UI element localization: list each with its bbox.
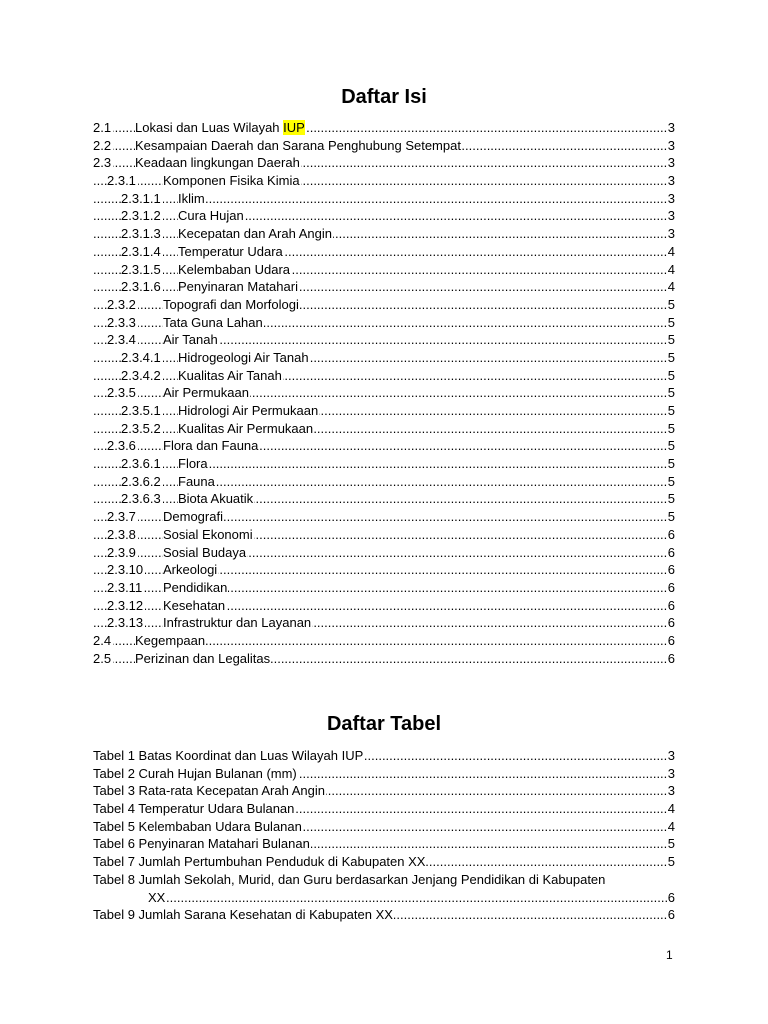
toc-entry-page: 5	[667, 385, 675, 401]
table-list-entry[interactable]	[93, 853, 675, 871]
toc-entry-label: Iklim	[178, 190, 205, 206]
toc-entry-number: 2.3.9	[107, 544, 136, 560]
table-list-entry-label: Tabel 5 Kelembaban Udara Bulanan	[93, 818, 302, 834]
toc-entry-label: Keadaan lingkungan Daerah	[135, 155, 300, 171]
table-list-entry-label: Tabel 7 Jumlah Pertumbuhan Penduduk di Kabupaten XX	[93, 854, 426, 870]
toc-entry-label: Demografi	[163, 509, 223, 525]
toc-entry-label: Fauna	[178, 473, 215, 489]
toc-entry[interactable]	[93, 154, 675, 172]
toc-entry-page: 5	[667, 509, 675, 525]
toc-entry[interactable]	[93, 437, 675, 455]
toc-entry-page: 4	[667, 261, 675, 277]
toc-entry-label: Sosial Ekonomi	[163, 526, 253, 542]
table-list-entry[interactable]	[93, 906, 675, 924]
toc-entry-page: 5	[667, 349, 675, 365]
toc-entry[interactable]	[93, 597, 675, 615]
table-list-entry[interactable]	[93, 871, 675, 906]
toc-entry[interactable]	[93, 508, 675, 526]
toc-entry[interactable]	[93, 526, 675, 544]
toc-entry[interactable]	[93, 650, 675, 668]
toc-entry-page: 4	[667, 279, 675, 295]
toc-entry-page: 5	[667, 296, 675, 312]
toc-entry[interactable]	[93, 314, 675, 332]
toc-list	[93, 119, 675, 667]
toc-entry-label: Flora dan Fauna	[163, 438, 259, 454]
toc-entry-label: Biota Akuatik	[178, 491, 254, 507]
toc-entry-number: 2.3.4.2	[121, 367, 161, 383]
toc-entry-number: 2.3.5.2	[121, 420, 161, 436]
table-list-entry-page: 6	[667, 889, 675, 905]
toc-entry-label: Kecepatan dan Arah Angin	[178, 226, 332, 242]
toc-entry-number: 2.3.6.3	[121, 491, 161, 507]
table-list-entry-page: 4	[667, 801, 675, 817]
toc-entry-label: Hidrogeologi Air Tanah	[178, 349, 309, 365]
toc-entry-page: 3	[667, 120, 675, 135]
toc-entry[interactable]	[93, 384, 675, 402]
table-list-entry-label: Tabel 6 Penyinaran Matahari Bulanan	[93, 836, 310, 852]
table-list-entry-label: Tabel 4 Temperatur Udara Bulanan	[93, 801, 295, 817]
toc-entry-label: Lokasi dan Luas Wilayah IUP	[135, 120, 305, 135]
toc-entry-page: 6	[667, 526, 675, 542]
table-list-entry[interactable]	[93, 782, 675, 800]
toc-entry-page: 5	[667, 491, 675, 507]
table-list-entry[interactable]	[93, 747, 675, 765]
toc-entry[interactable]	[93, 349, 675, 367]
toc-entry[interactable]	[93, 261, 675, 279]
toc-entry-label: Air Permukaan	[163, 385, 249, 401]
toc-entry-label: Topografi dan Morfologi	[163, 296, 299, 312]
toc-entry-number: 2.2	[93, 137, 112, 153]
toc-entry[interactable]	[93, 137, 675, 155]
table-list-entry-label: Tabel 8 Jumlah Sekolah, Murid, dan Guru berdasarkan Jenjang Pendidikan di Kabupaten	[93, 871, 675, 889]
toc-entry[interactable]	[93, 614, 675, 632]
toc-entry-number: 2.3.5	[107, 385, 136, 401]
toc-entry-label: Sosial Budaya	[163, 544, 247, 560]
toc-entry-number: 2.5	[93, 650, 112, 666]
toc-entry-page: 6	[667, 579, 675, 595]
toc-entry-number: 2.3.6.2	[121, 473, 161, 489]
table-list-entry[interactable]	[93, 765, 675, 783]
toc-entry-number: 2.3.1.5	[121, 261, 161, 277]
toc-entry-page: 5	[667, 456, 675, 472]
toc-entry-number: 2.1	[93, 120, 112, 135]
table-list-entry-continuation: XX 6 .....	[148, 889, 675, 907]
toc-entry[interactable]	[93, 579, 675, 597]
toc-entry-page: 6	[667, 597, 675, 613]
table-list-entry-page: 6	[667, 907, 675, 923]
table-list	[93, 747, 675, 924]
toc-entry-page: 6	[667, 632, 675, 648]
table-list-entry-label: Tabel 1 Batas Koordinat dan Luas Wilayah IUP	[93, 748, 364, 763]
toc-entry-number: 2.3.8	[107, 526, 136, 542]
table-list-entry-page: 3	[667, 783, 675, 799]
table-list-title: Daftar Tabel	[326, 713, 442, 735]
toc-entry[interactable]	[93, 278, 675, 296]
table-list-entry-label: Tabel 9 Jumlah Sarana Kesehatan di Kabupaten XX	[93, 907, 393, 923]
toc-entry-label: Penyinaran Matahari	[178, 279, 298, 295]
toc-entry[interactable]	[93, 402, 675, 420]
toc-entry-number: 2.3.11	[107, 579, 143, 595]
toc-entry-page: 6	[667, 615, 675, 631]
toc-entry-page: 6	[667, 650, 675, 666]
toc-entry-page: 5	[667, 403, 675, 418]
toc-entry-number: 2.3.13	[107, 615, 144, 631]
toc-entry-number: 2.3.7	[107, 509, 136, 525]
toc-entry-label: Komponen Fisika Kimia	[163, 173, 300, 189]
toc-entry-number: 2.3.3	[107, 314, 136, 330]
toc-entry-page: 5	[667, 367, 675, 383]
toc-entry-label: Kualitas Air Tanah	[178, 367, 282, 383]
table-list-entry-label: Tabel 2 Curah Hujan Bulanan (mm)	[93, 765, 297, 781]
toc-entry-page: 5	[667, 473, 675, 489]
toc-entry-number: 2.4	[93, 632, 112, 648]
page-number: 1	[666, 948, 673, 962]
toc-entry-number: 2.3.4.1	[121, 349, 161, 365]
toc-entry-page: 6	[667, 562, 675, 578]
toc-entry[interactable]	[93, 296, 675, 314]
toc-entry-label: Arkeologi	[163, 562, 218, 578]
toc-entry-label: Infrastruktur dan Layanan	[163, 615, 312, 631]
toc-entry-label: Perizinan dan Legalitas	[135, 650, 271, 666]
toc-entry-label: Kualitas Air Permukaan	[178, 420, 314, 436]
table-list-entry-page: 3	[667, 748, 675, 763]
toc-entry[interactable]	[93, 331, 675, 349]
table-list-entry-page: 4	[667, 818, 675, 834]
toc-entry-number: 2.3.2	[107, 296, 136, 312]
toc-entry-page: 3	[667, 173, 675, 189]
toc-entry-number: 2.3.12	[107, 597, 144, 613]
toc-entry-page: 5	[667, 420, 675, 436]
toc-entry[interactable]	[93, 225, 675, 243]
toc-entry[interactable]	[93, 207, 675, 225]
toc-entry[interactable]	[93, 473, 675, 491]
toc-entry-label: Hidrologi Air Permukaan	[178, 403, 319, 418]
highlighted-text: IUP	[283, 120, 305, 135]
toc-entry[interactable]	[93, 190, 675, 208]
toc-entry-page: 5	[667, 438, 675, 454]
toc-entry-page: 5	[667, 332, 675, 348]
toc-entry-number: 2.3.4	[107, 332, 136, 348]
toc-entry-page: 4	[667, 243, 675, 259]
toc-entry[interactable]	[93, 490, 675, 508]
toc-title: Daftar Isi	[341, 86, 427, 108]
toc-entry-page: 3	[667, 208, 675, 224]
toc-entry-number: 2.3.1	[107, 173, 136, 189]
toc-entry-page: 3	[667, 226, 675, 242]
toc-entry-page: 5	[667, 314, 675, 330]
toc-entry[interactable]	[93, 172, 675, 190]
toc-entry[interactable]	[93, 455, 675, 473]
toc-entry-page: 3	[667, 190, 675, 206]
toc-entry-label: Kesehatan	[163, 597, 226, 613]
toc-entry-label: Air Tanah	[163, 332, 218, 348]
toc-entry[interactable]	[93, 420, 675, 438]
toc-entry[interactable]	[93, 243, 675, 261]
toc-entry-number: 2.3.6	[107, 438, 136, 454]
toc-entry-label: Kesampaian Daerah dan Sarana Penghubung Setempat	[135, 137, 461, 153]
toc-entry-number: 2.3.6.1	[121, 456, 161, 472]
toc-entry-number: 2.3.5.1	[121, 403, 161, 418]
table-list-entry-page: 3	[667, 765, 675, 781]
toc-entry-label: Tata Guna Lahan	[163, 314, 263, 330]
toc-entry-number: 2.3.1.2	[121, 208, 161, 224]
toc-entry-number: 2.3.1.6	[121, 279, 161, 295]
toc-entry-label: Pendidikan	[163, 579, 228, 595]
table-list-entry-label: Tabel 3 Rata-rata Kecepatan Arah Angin	[93, 783, 325, 799]
table-list-entry[interactable]	[93, 800, 675, 818]
table-list-entry[interactable]	[93, 818, 675, 836]
toc-entry-number: 2.3	[93, 155, 112, 171]
toc-entry-page: 6	[667, 544, 675, 560]
toc-entry-label: Kegempaan	[135, 632, 206, 648]
toc-entry-label: Cura Hujan	[178, 208, 244, 224]
toc-entry[interactable]	[93, 367, 675, 385]
toc-entry-label: Temperatur Udara	[178, 243, 283, 259]
table-list-entry[interactable]	[93, 835, 675, 853]
toc-entry[interactable]	[93, 561, 675, 579]
toc-entry-number: 2.3.1.1	[121, 190, 161, 206]
toc-entry-number: 2.3.10	[107, 562, 144, 578]
toc-entry-label: Flora	[178, 456, 208, 472]
toc-entry-page: 3	[667, 155, 675, 171]
toc-entry-label: Kelembaban Udara	[178, 261, 291, 277]
toc-entry[interactable]	[93, 544, 675, 562]
table-list-entry-page: 5	[667, 854, 675, 870]
toc-entry-number: 2.3.1.4	[121, 243, 161, 259]
toc-entry[interactable]	[93, 632, 675, 650]
table-list-entry-page: 5	[667, 836, 675, 852]
toc-entry[interactable]	[93, 119, 675, 137]
toc-entry-number: 2.3.1.3	[121, 226, 161, 242]
toc-entry-page: 3	[667, 137, 675, 153]
